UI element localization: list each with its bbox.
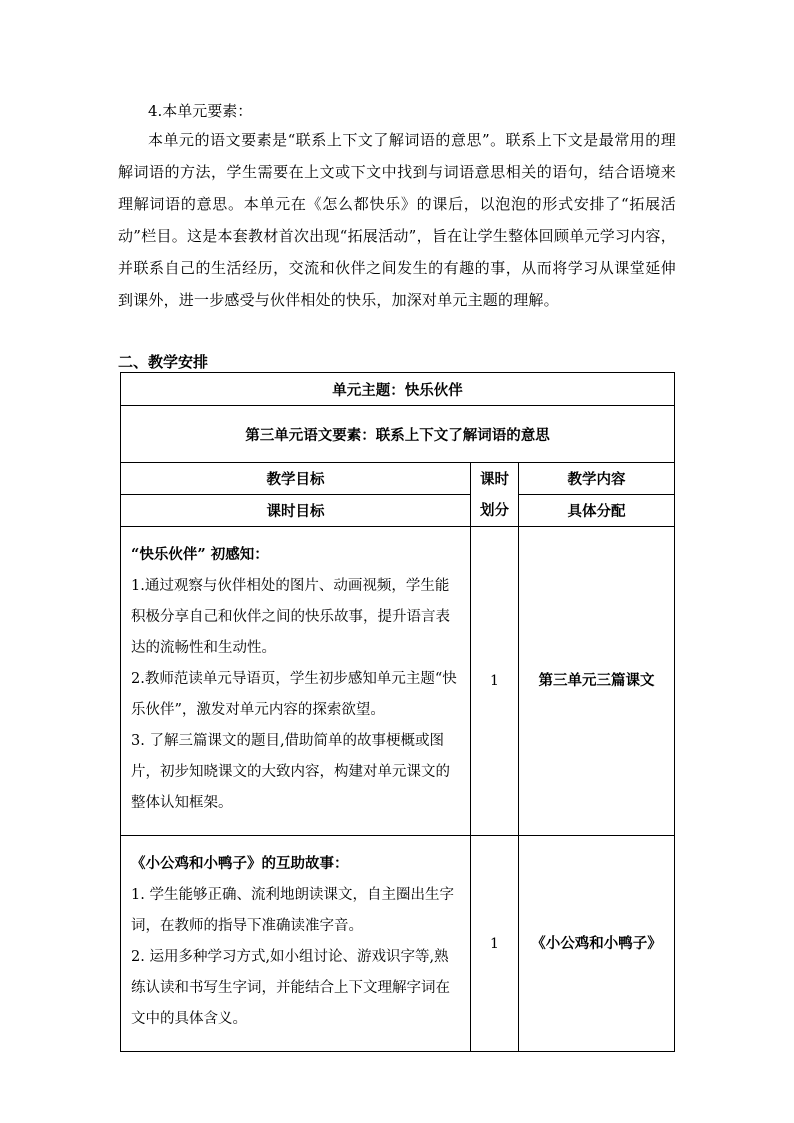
section-2-heading: 二、教学安排: [118, 353, 209, 371]
section-4-heading: 4.本单元要素：: [148, 102, 253, 120]
goal-title: “快乐伙伴” 初感知：: [131, 546, 269, 563]
header-content: 教学内容: [519, 463, 675, 495]
theme-row: [121, 373, 675, 406]
lesson-goal-cell: [121, 527, 471, 836]
goal-item: 3. 了解三篇课文的题目,借助简单的故事梗概或图片，初步知晓课文的大致内容，构建对单元课文的整体认知框架。: [131, 733, 450, 811]
header-hours-line2: 划分: [480, 501, 509, 519]
goal-title: 《小公鸡和小鸭子》的互助故事：: [131, 855, 349, 872]
lesson-goal-cell: [121, 836, 471, 1052]
header-goals: 教学目标: [121, 463, 471, 495]
header-row-1: [121, 463, 675, 495]
element-row: [121, 406, 675, 463]
unit-theme: 单元主题：快乐伙伴: [121, 373, 675, 406]
unit-language-element: 第三单元语文要素：联系上下文了解词语的意思: [121, 406, 675, 463]
section-4-paragraph: 本单元的语文要素是“联系上下文了解词语的意思”。联系上下文是最常用的理解词语的方法，学生需要在上文或下文中找到与词语意思相关的语句，结合语境来理解词语的意思。本单元在《怎么都快乐》的课后，以泡泡的形式安排了“拓展活动”栏目。这是本套教材首次出现“拓展活动”，旨在让学生整体回顾单元学习内容，并联系自己的生活经历，交流和伙伴之间发生的有趣的事，从而将学习从课堂延伸到课外，进一步感受与伙伴相处的快乐，加深对单元主题的理解。: [118, 131, 676, 309]
goal-item: 2. 运用多种学习方式,如小组讨论、游戏识字等,熟练认读和书写生字词，并能结合上下文理解字词在文中的具体含义。: [131, 949, 450, 1027]
goal-item: 1. 学生能够正确、流利地朗读课文，自主圈出生字词，在教师的指导下准确读准字音。: [131, 887, 454, 934]
lesson-content: 《小公鸡和小鸭子》: [519, 836, 675, 1052]
header-hours: [471, 463, 519, 527]
table-row: [121, 836, 675, 1052]
teaching-plan-table: [120, 372, 675, 1052]
lesson-hours: 1: [471, 836, 519, 1052]
lesson-hours: 1: [471, 527, 519, 836]
goal-item: 1.通过观察与伙伴相处的图片、动画视频，学生能积极分享自己和伙伴之间的快乐故事，提升语言表达的流畅性和生动性。: [131, 578, 450, 656]
goal-item: 2.教师范读单元导语页，学生初步感知单元主题“快乐伙伴”，激发对单元内容的探索欲望。: [131, 671, 457, 718]
header-row-2: [121, 495, 675, 527]
table-row: [121, 527, 675, 836]
header-lesson-goals: 课时目标: [121, 495, 471, 527]
lesson-content: 第三单元三篇课文: [519, 527, 675, 836]
header-allocation: 具体分配: [519, 495, 675, 527]
header-hours-line1: 课时: [480, 470, 509, 488]
